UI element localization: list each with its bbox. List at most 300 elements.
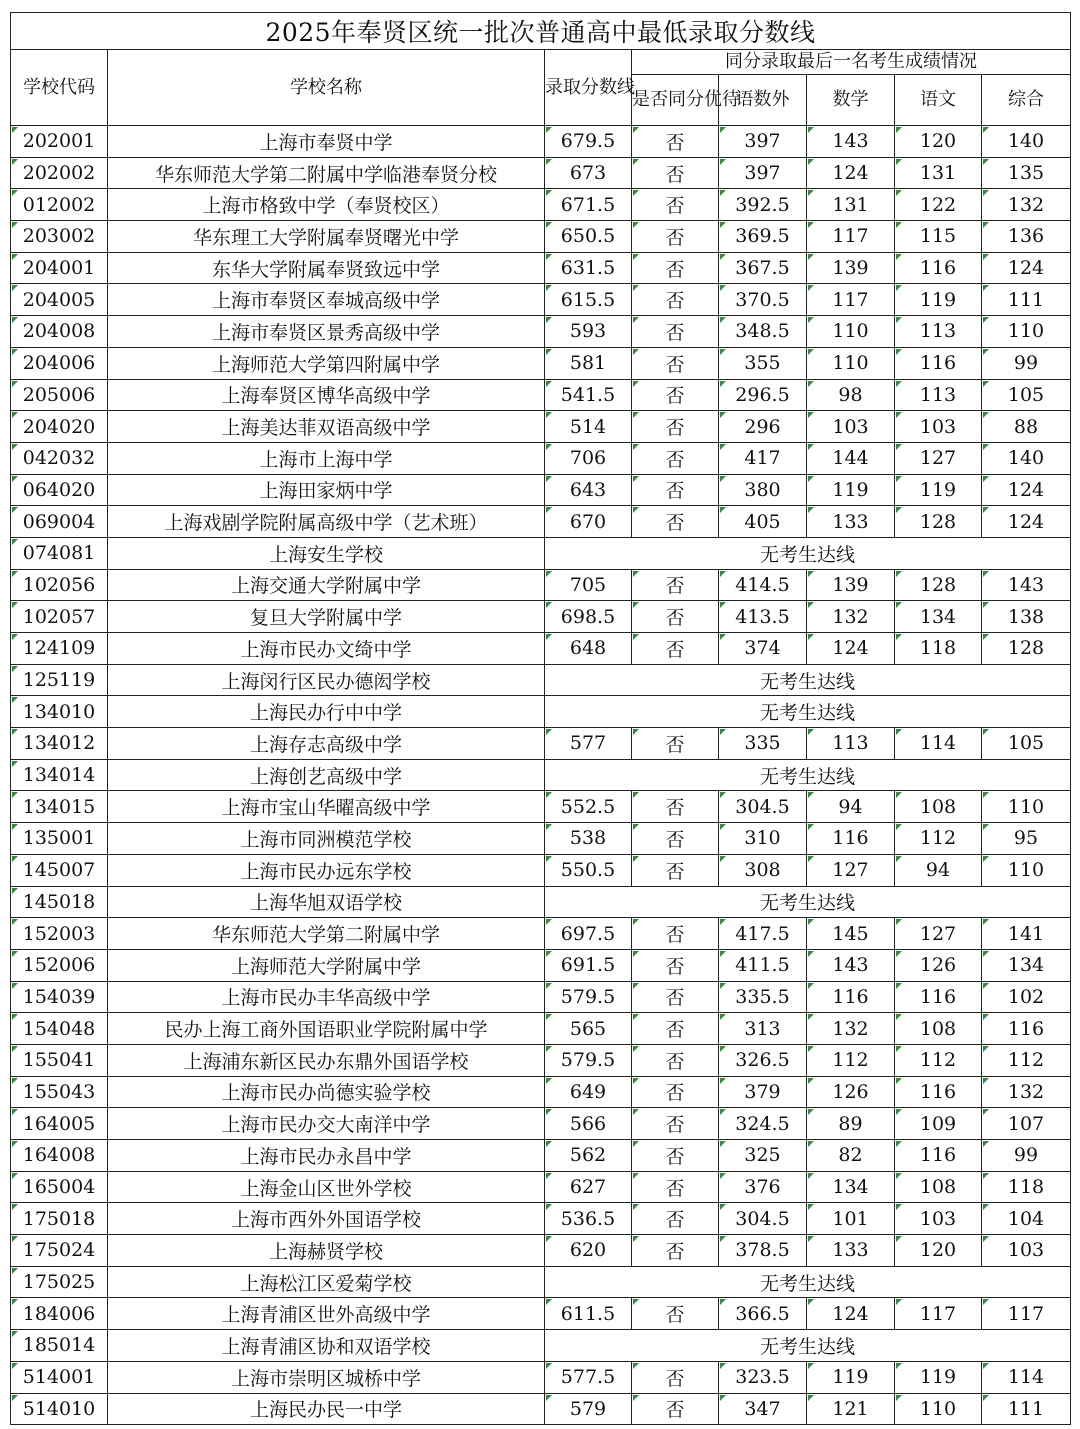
priority-cell: 否 [632,823,719,855]
table-row [11,918,1071,950]
math-cell: 127 [807,854,895,886]
min-score-cell: 565 [545,1013,632,1045]
school-name-cell: 华东师范大学第二附属中学临港奉贤分校 [108,157,545,189]
chinese-cell: 116 [895,1076,982,1108]
sum-ex-chinese-cell: 296.5 [719,379,807,411]
math-cell: 139 [807,252,895,284]
comprehensive-cell: 110 [982,854,1071,886]
math-cell: 89 [807,1108,895,1140]
sum-ex-chinese-cell: 370.5 [719,284,807,316]
priority-cell: 否 [632,442,719,474]
sum-ex-chinese-cell: 411.5 [719,949,807,981]
priority-cell: 否 [632,1076,719,1108]
no-student-cell: 无考生达线 [545,886,1071,918]
comprehensive-cell: 110 [982,316,1071,348]
school-code-cell: 205006 [11,379,108,411]
table-row [11,1076,1071,1108]
header-sum-ex-chinese: 语数外 [719,75,807,126]
math-cell: 145 [807,918,895,950]
table-row [11,1361,1071,1393]
table-row [11,126,1071,158]
school-name-cell: 上海交通大学附属中学 [108,569,545,601]
school-code-cell: 154039 [11,981,108,1013]
table-row [11,1266,1071,1298]
priority-cell: 否 [632,1044,719,1076]
school-code-cell: 012002 [11,189,108,221]
school-name-cell: 上海金山区世外学校 [108,1171,545,1203]
school-code-cell: 514001 [11,1361,108,1393]
min-score-cell: 706 [545,442,632,474]
min-score-cell: 643 [545,474,632,506]
sum-ex-chinese-cell: 304.5 [719,1203,807,1235]
school-name-cell: 上海民办行中中学 [108,696,545,728]
sum-ex-chinese-cell: 397 [719,126,807,158]
sum-ex-chinese-cell: 417.5 [719,918,807,950]
chinese-cell: 134 [895,601,982,633]
math-cell: 117 [807,284,895,316]
min-score-cell: 552.5 [545,791,632,823]
table-row [11,442,1071,474]
chinese-cell: 117 [895,1298,982,1330]
min-score-cell: 648 [545,633,632,665]
priority-cell: 否 [632,1108,719,1140]
school-name-cell: 上海市民办尚德实验学校 [108,1076,545,1108]
school-name-cell: 上海市同洲模范学校 [108,823,545,855]
min-score-cell: 593 [545,316,632,348]
table-row [11,696,1071,728]
priority-cell: 否 [632,189,719,221]
header-priority: 是否同分优待 [632,75,719,126]
sum-ex-chinese-cell: 380 [719,474,807,506]
school-code-cell: 069004 [11,506,108,538]
table-row [11,1393,1071,1425]
school-code-cell: 175024 [11,1235,108,1267]
min-score-cell: 615.5 [545,284,632,316]
priority-cell: 否 [632,1235,719,1267]
math-cell: 133 [807,1235,895,1267]
priority-cell: 否 [632,379,719,411]
table-row [11,537,1071,569]
chinese-cell: 126 [895,949,982,981]
table-row [11,252,1071,284]
chinese-cell: 113 [895,316,982,348]
priority-cell: 否 [632,633,719,665]
school-name-cell: 上海闵行区民办德闳学校 [108,664,545,696]
sum-ex-chinese-cell: 323.5 [719,1361,807,1393]
school-code-cell: 064020 [11,474,108,506]
comprehensive-cell: 95 [982,823,1071,855]
priority-cell: 否 [632,1203,719,1235]
min-score-cell: 673 [545,157,632,189]
table-row [11,1108,1071,1140]
math-cell: 143 [807,949,895,981]
priority-cell: 否 [632,1361,719,1393]
school-code-cell: 042032 [11,442,108,474]
school-name-cell: 上海青浦区世外高级中学 [108,1298,545,1330]
min-score-cell: 538 [545,823,632,855]
school-name-cell: 上海市民办永昌中学 [108,1140,545,1172]
table-row [11,759,1071,791]
school-name-cell: 上海师范大学附属中学 [108,949,545,981]
chinese-cell: 110 [895,1393,982,1425]
sum-ex-chinese-cell: 367.5 [719,252,807,284]
chinese-cell: 115 [895,221,982,253]
table-row [11,284,1071,316]
comprehensive-cell: 111 [982,284,1071,316]
table-row [11,1298,1071,1330]
header-name: 学校名称 [108,50,545,126]
math-cell: 110 [807,316,895,348]
no-student-cell: 无考生达线 [545,537,1071,569]
school-code-cell: 135001 [11,823,108,855]
comprehensive-cell: 99 [982,347,1071,379]
sum-ex-chinese-cell: 374 [719,633,807,665]
sum-ex-chinese-cell: 335.5 [719,981,807,1013]
comprehensive-cell: 99 [982,1140,1071,1172]
header-tie-group: 同分录取最后一名考生成绩情况 [632,50,1071,75]
priority-cell: 否 [632,1013,719,1045]
table-row [11,1044,1071,1076]
math-cell: 144 [807,442,895,474]
comprehensive-cell: 141 [982,918,1071,950]
school-code-cell: 152003 [11,918,108,950]
comprehensive-cell: 128 [982,633,1071,665]
header-chinese: 语文 [895,75,982,126]
comprehensive-cell: 118 [982,1171,1071,1203]
min-score-cell: 541.5 [545,379,632,411]
school-code-cell: 202002 [11,157,108,189]
sum-ex-chinese-cell: 369.5 [719,221,807,253]
chinese-cell: 131 [895,157,982,189]
school-name-cell: 上海赫贤学校 [108,1235,545,1267]
chinese-cell: 109 [895,1108,982,1140]
table-row [11,1013,1071,1045]
min-score-cell: 579.5 [545,1044,632,1076]
comprehensive-cell: 112 [982,1044,1071,1076]
math-cell: 112 [807,1044,895,1076]
priority-cell: 否 [632,411,719,443]
table-row [11,1171,1071,1203]
chinese-cell: 103 [895,1203,982,1235]
chinese-cell: 120 [895,126,982,158]
priority-cell: 否 [632,126,719,158]
sum-ex-chinese-cell: 347 [719,1393,807,1425]
sum-ex-chinese-cell: 310 [719,823,807,855]
no-student-cell: 无考生达线 [545,1330,1071,1362]
sum-ex-chinese-cell: 296 [719,411,807,443]
chinese-cell: 116 [895,347,982,379]
score-table [10,12,1071,1425]
math-cell: 132 [807,601,895,633]
priority-cell: 否 [632,854,719,886]
no-student-cell: 无考生达线 [545,664,1071,696]
school-code-cell: 204008 [11,316,108,348]
chinese-cell: 112 [895,823,982,855]
table-row [11,728,1071,760]
school-name-cell: 上海青浦区协和双语学校 [108,1330,545,1362]
math-cell: 94 [807,791,895,823]
min-score-cell: 536.5 [545,1203,632,1235]
sum-ex-chinese-cell: 366.5 [719,1298,807,1330]
priority-cell: 否 [632,981,719,1013]
school-name-cell: 复旦大学附属中学 [108,601,545,633]
school-name-cell: 上海创艺高级中学 [108,759,545,791]
school-code-cell: 175025 [11,1266,108,1298]
chinese-cell: 116 [895,1140,982,1172]
school-code-cell: 074081 [11,537,108,569]
table-row [11,791,1071,823]
chinese-cell: 119 [895,284,982,316]
min-score-cell: 649 [545,1076,632,1108]
comprehensive-cell: 135 [982,157,1071,189]
no-student-cell: 无考生达线 [545,759,1071,791]
math-cell: 143 [807,126,895,158]
sum-ex-chinese-cell: 376 [719,1171,807,1203]
comprehensive-cell: 111 [982,1393,1071,1425]
comprehensive-cell: 88 [982,411,1071,443]
sum-ex-chinese-cell: 397 [719,157,807,189]
table-row [11,569,1071,601]
school-code-cell: 152006 [11,949,108,981]
sum-ex-chinese-cell: 392.5 [719,189,807,221]
school-name-cell: 民办上海工商外国语职业学院附属中学 [108,1013,545,1045]
math-cell: 131 [807,189,895,221]
sum-ex-chinese-cell: 324.5 [719,1108,807,1140]
chinese-cell: 108 [895,1013,982,1045]
chinese-cell: 122 [895,189,982,221]
sum-ex-chinese-cell: 405 [719,506,807,538]
school-name-cell: 上海安生学校 [108,537,545,569]
comprehensive-cell: 134 [982,949,1071,981]
chinese-cell: 116 [895,252,982,284]
school-code-cell: 134010 [11,696,108,728]
sum-ex-chinese-cell: 378.5 [719,1235,807,1267]
comprehensive-cell: 136 [982,221,1071,253]
min-score-cell: 579 [545,1393,632,1425]
sum-ex-chinese-cell: 348.5 [719,316,807,348]
priority-cell: 否 [632,1298,719,1330]
table-row [11,316,1071,348]
school-code-cell: 134015 [11,791,108,823]
school-code-cell: 155043 [11,1076,108,1108]
school-code-cell: 175018 [11,1203,108,1235]
table-row [11,506,1071,538]
school-name-cell: 上海市崇明区城桥中学 [108,1361,545,1393]
school-name-cell: 上海市西外外国语学校 [108,1203,545,1235]
priority-cell: 否 [632,728,719,760]
school-name-cell: 上海市奉贤中学 [108,126,545,158]
school-code-cell: 185014 [11,1330,108,1362]
comprehensive-cell: 105 [982,728,1071,760]
math-cell: 113 [807,728,895,760]
sum-ex-chinese-cell: 326.5 [719,1044,807,1076]
school-code-cell: 125119 [11,664,108,696]
comprehensive-cell: 107 [982,1108,1071,1140]
min-score-cell: 705 [545,569,632,601]
min-score-cell: 577 [545,728,632,760]
table-row [11,664,1071,696]
math-cell: 132 [807,1013,895,1045]
comprehensive-cell: 104 [982,1203,1071,1235]
math-cell: 116 [807,981,895,1013]
school-code-cell: 102057 [11,601,108,633]
math-cell: 110 [807,347,895,379]
chinese-cell: 120 [895,1235,982,1267]
comprehensive-cell: 102 [982,981,1071,1013]
table-row [11,474,1071,506]
math-cell: 117 [807,221,895,253]
sum-ex-chinese-cell: 335 [719,728,807,760]
school-code-cell: 184006 [11,1298,108,1330]
school-name-cell: 上海师范大学第四附属中学 [108,347,545,379]
math-cell: 124 [807,157,895,189]
min-score-cell: 691.5 [545,949,632,981]
chinese-cell: 119 [895,1361,982,1393]
math-cell: 126 [807,1076,895,1108]
sum-ex-chinese-cell: 325 [719,1140,807,1172]
comprehensive-cell: 114 [982,1361,1071,1393]
school-name-cell: 上海华旭双语学校 [108,886,545,918]
priority-cell: 否 [632,949,719,981]
table-row [11,1330,1071,1362]
school-code-cell: 514010 [11,1393,108,1425]
min-score-cell: 620 [545,1235,632,1267]
comprehensive-cell: 103 [982,1235,1071,1267]
priority-cell: 否 [632,1171,719,1203]
math-cell: 119 [807,1361,895,1393]
math-cell: 82 [807,1140,895,1172]
math-cell: 103 [807,411,895,443]
chinese-cell: 128 [895,506,982,538]
priority-cell: 否 [632,284,719,316]
school-name-cell: 上海市民办文绮中学 [108,633,545,665]
school-name-cell: 上海奉贤区博华高级中学 [108,379,545,411]
math-cell: 98 [807,379,895,411]
min-score-cell: 698.5 [545,601,632,633]
priority-cell: 否 [632,252,719,284]
table-row [11,823,1071,855]
chinese-cell: 112 [895,1044,982,1076]
school-code-cell: 164005 [11,1108,108,1140]
school-name-cell: 上海美达菲双语高级中学 [108,411,545,443]
table-row [11,1235,1071,1267]
min-score-cell: 670 [545,506,632,538]
comprehensive-cell: 124 [982,252,1071,284]
min-score-cell: 581 [545,347,632,379]
no-student-cell: 无考生达线 [545,696,1071,728]
min-score-cell: 679.5 [545,126,632,158]
header-min-score: 录取分数线 [545,50,632,126]
chinese-cell: 127 [895,918,982,950]
chinese-cell: 103 [895,411,982,443]
school-code-cell: 124109 [11,633,108,665]
sum-ex-chinese-cell: 379 [719,1076,807,1108]
sum-ex-chinese-cell: 355 [719,347,807,379]
priority-cell: 否 [632,221,719,253]
school-code-cell: 204006 [11,347,108,379]
comprehensive-cell: 143 [982,569,1071,601]
school-code-cell: 202001 [11,126,108,158]
min-score-cell: 627 [545,1171,632,1203]
school-name-cell: 上海田家炳中学 [108,474,545,506]
min-score-cell: 671.5 [545,189,632,221]
min-score-cell: 550.5 [545,854,632,886]
sum-ex-chinese-cell: 413.5 [719,601,807,633]
header-comprehensive: 综合 [982,75,1071,126]
school-code-cell: 102056 [11,569,108,601]
sum-ex-chinese-cell: 417 [719,442,807,474]
min-score-cell: 631.5 [545,252,632,284]
table-row [11,1203,1071,1235]
min-score-cell: 697.5 [545,918,632,950]
chinese-cell: 113 [895,379,982,411]
min-score-cell: 562 [545,1140,632,1172]
table-row [11,1140,1071,1172]
school-code-cell: 165004 [11,1171,108,1203]
chinese-cell: 119 [895,474,982,506]
sum-ex-chinese-cell: 304.5 [719,791,807,823]
school-code-cell: 145007 [11,854,108,886]
school-name-cell: 上海市民办交大南洋中学 [108,1108,545,1140]
priority-cell: 否 [632,791,719,823]
priority-cell: 否 [632,316,719,348]
min-score-cell: 566 [545,1108,632,1140]
comprehensive-cell: 124 [982,506,1071,538]
school-name-cell: 上海市民办远东学校 [108,854,545,886]
table-row [11,633,1071,665]
sum-ex-chinese-cell: 414.5 [719,569,807,601]
comprehensive-cell: 116 [982,1013,1071,1045]
no-student-cell: 无考生达线 [545,1266,1071,1298]
table-row [11,189,1071,221]
priority-cell: 否 [632,506,719,538]
school-name-cell: 上海浦东新区民办东鼎外国语学校 [108,1044,545,1076]
school-code-cell: 203002 [11,221,108,253]
school-name-cell: 上海市上海中学 [108,442,545,474]
school-code-cell: 134012 [11,728,108,760]
min-score-cell: 650.5 [545,221,632,253]
math-cell: 119 [807,474,895,506]
school-name-cell: 上海戏剧学院附属高级中学（艺术班） [108,506,545,538]
header-math: 数学 [807,75,895,126]
sum-ex-chinese-cell: 308 [719,854,807,886]
math-cell: 133 [807,506,895,538]
school-code-cell: 204001 [11,252,108,284]
comprehensive-cell: 140 [982,442,1071,474]
school-name-cell: 上海民办民一中学 [108,1393,545,1425]
chinese-cell: 108 [895,1171,982,1203]
school-code-cell: 154048 [11,1013,108,1045]
school-name-cell: 上海市奉贤区景秀高级中学 [108,316,545,348]
comprehensive-cell: 105 [982,379,1071,411]
priority-cell: 否 [632,1393,719,1425]
priority-cell: 否 [632,918,719,950]
table-row [11,157,1071,189]
math-cell: 121 [807,1393,895,1425]
table-row [11,221,1071,253]
school-name-cell: 上海存志高级中学 [108,728,545,760]
math-cell: 134 [807,1171,895,1203]
table-row [11,886,1071,918]
comprehensive-cell: 132 [982,1076,1071,1108]
school-code-cell: 134014 [11,759,108,791]
chinese-cell: 94 [895,854,982,886]
school-name-cell: 上海市奉贤区奉城高级中学 [108,284,545,316]
math-cell: 124 [807,633,895,665]
table-row [11,949,1071,981]
school-name-cell: 上海市格致中学（奉贤校区） [108,189,545,221]
table-row [11,379,1071,411]
